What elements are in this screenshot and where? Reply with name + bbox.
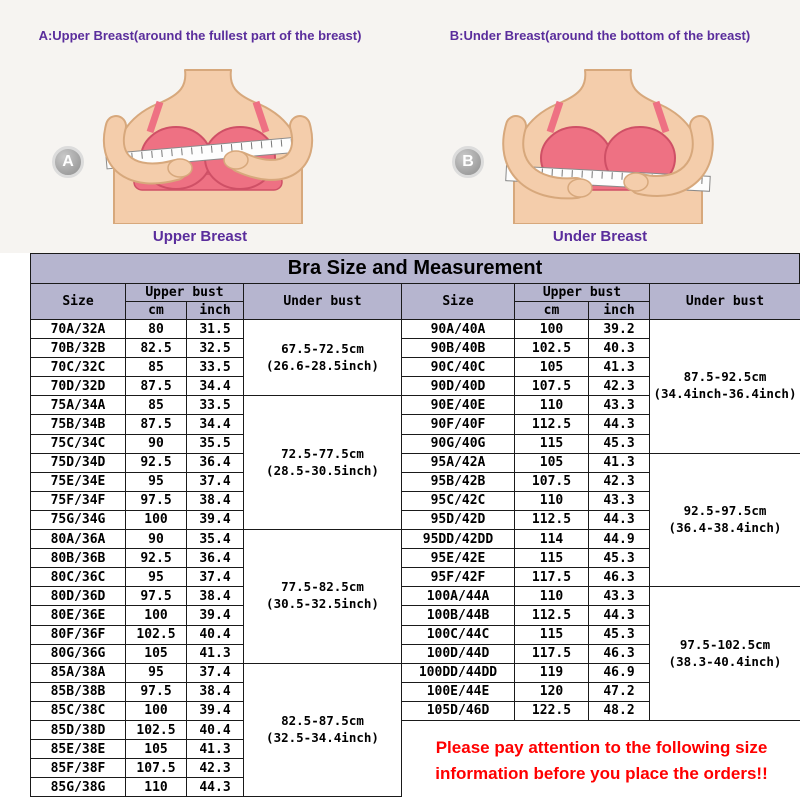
figure-hand	[624, 173, 648, 191]
under-bust-range: 82.5-87.5cm (32.5-34.4inch)	[244, 663, 402, 797]
figure-hand	[568, 179, 592, 197]
table-row	[31, 320, 402, 339]
figure-hand	[224, 151, 248, 169]
inch-cell: 35.5	[187, 434, 244, 453]
cm-cell: 110	[515, 396, 589, 415]
order-warning-text: Please pay attention to the following size information before you place the orders!!	[435, 738, 768, 783]
size-cell: 85G/38G	[31, 778, 126, 797]
size-cell: 75B/34B	[31, 415, 126, 434]
header-cm: cm	[515, 302, 589, 320]
cm-cell: 87.5	[126, 415, 187, 434]
inch-cell: 36.4	[187, 549, 244, 568]
inch-cell: 37.4	[187, 663, 244, 682]
table-row	[31, 663, 402, 682]
figure-hand	[168, 159, 192, 177]
inch-cell: 39.4	[187, 510, 244, 529]
size-cell: 85B/38B	[31, 682, 126, 701]
cm-cell: 112.5	[515, 510, 589, 529]
cm-cell: 85	[126, 396, 187, 415]
inch-cell: 40.4	[187, 625, 244, 644]
inch-cell: 41.3	[589, 358, 650, 377]
size-cell: 100DD/44DD	[402, 663, 515, 682]
inch-cell: 46.3	[589, 644, 650, 663]
cm-cell: 97.5	[126, 682, 187, 701]
cm-cell: 95	[126, 663, 187, 682]
table-title: Bra Size and Measurement	[30, 253, 800, 283]
cm-cell: 107.5	[515, 377, 589, 396]
under-bust-range: 92.5-97.5cm (36.4-38.4inch)	[650, 453, 800, 587]
inch-cell: 34.4	[187, 377, 244, 396]
cm-cell: 90	[126, 434, 187, 453]
measuring-upper-breast-illustration	[88, 66, 328, 224]
size-cell: 95DD/42DD	[402, 530, 515, 549]
inch-cell: 39.2	[589, 320, 650, 339]
inch-cell: 38.4	[187, 587, 244, 606]
cm-cell: 100	[126, 701, 187, 720]
under-bust-range: 72.5-77.5cm (28.5-30.5inch)	[244, 396, 402, 530]
cm-cell: 105	[515, 358, 589, 377]
illustration-panel-under-breast	[400, 0, 800, 253]
size-cell: 95A/42A	[402, 453, 515, 472]
inch-cell: 46.9	[589, 663, 650, 682]
header-size: Size	[31, 284, 126, 320]
header-under-bust: Under bust	[650, 284, 800, 320]
size-cell: 75D/34D	[31, 453, 126, 472]
cm-cell: 110	[515, 587, 589, 606]
size-cell: 70A/32A	[31, 320, 126, 339]
inch-cell: 44.3	[187, 778, 244, 797]
cm-cell: 92.5	[126, 453, 187, 472]
cm-cell: 112.5	[515, 606, 589, 625]
size-cell: 85C/38C	[31, 701, 126, 720]
cm-cell: 119	[515, 663, 589, 682]
size-cell: 90D/40D	[402, 377, 515, 396]
size-cell: 75C/34C	[31, 434, 126, 453]
size-cell: 85A/38A	[31, 663, 126, 682]
cm-cell: 85	[126, 358, 187, 377]
cm-cell: 114	[515, 530, 589, 549]
size-table-left	[30, 283, 402, 797]
cm-cell: 100	[126, 510, 187, 529]
header-cm: cm	[126, 302, 187, 320]
measuring-under-breast-illustration	[488, 66, 728, 224]
size-cell: 75F/34F	[31, 491, 126, 510]
size-cell: 95E/42E	[402, 549, 515, 568]
size-cell: 80A/36A	[31, 530, 126, 549]
cm-cell: 107.5	[126, 759, 187, 778]
size-cell: 70D/32D	[31, 377, 126, 396]
size-cell: 90C/40C	[402, 358, 515, 377]
cm-cell: 117.5	[515, 568, 589, 587]
cm-cell: 115	[515, 434, 589, 453]
table-row	[31, 396, 402, 415]
cm-cell: 97.5	[126, 491, 187, 510]
cm-cell: 105	[515, 453, 589, 472]
cm-cell: 115	[515, 625, 589, 644]
inch-cell: 44.3	[589, 606, 650, 625]
under-breast-caption: B:Under Breast(around the bottom of the breast)	[449, 28, 751, 43]
inch-cell: 43.3	[589, 491, 650, 510]
inch-cell: 46.3	[589, 568, 650, 587]
cm-cell: 92.5	[126, 549, 187, 568]
size-cell: 90F/40F	[402, 415, 515, 434]
under-bust-range: 67.5-72.5cm (26.6-28.5inch)	[244, 320, 402, 396]
inch-cell: 31.5	[187, 320, 244, 339]
inch-cell: 43.3	[589, 587, 650, 606]
size-cell: 80G/36G	[31, 644, 126, 663]
size-cell: 95F/42F	[402, 568, 515, 587]
cm-cell: 97.5	[126, 587, 187, 606]
inch-cell: 38.4	[187, 491, 244, 510]
size-cell: 100B/44B	[402, 606, 515, 625]
size-cell: 80F/36F	[31, 625, 126, 644]
inch-cell: 38.4	[187, 682, 244, 701]
size-cell: 80C/36C	[31, 568, 126, 587]
size-cell: 90E/40E	[402, 396, 515, 415]
size-cell: 90A/40A	[402, 320, 515, 339]
size-cell: 100E/44E	[402, 682, 515, 701]
table-row	[402, 320, 800, 339]
size-cell: 70C/32C	[31, 358, 126, 377]
size-cell: 85F/38F	[31, 759, 126, 778]
size-cell: 70B/32B	[31, 339, 126, 358]
inch-cell: 33.5	[187, 358, 244, 377]
illustration-section	[0, 0, 800, 253]
inch-cell: 44.3	[589, 510, 650, 529]
inch-cell: 39.4	[187, 701, 244, 720]
cm-cell: 112.5	[515, 415, 589, 434]
cm-cell: 107.5	[515, 472, 589, 491]
size-table-right	[401, 283, 800, 721]
size-cell: 90B/40B	[402, 339, 515, 358]
inch-cell: 44.9	[589, 530, 650, 549]
cm-cell: 115	[515, 549, 589, 568]
illustration-panel-upper-breast	[0, 0, 400, 253]
size-cell: 85E/38E	[31, 740, 126, 759]
size-cell: 80D/36D	[31, 587, 126, 606]
upper-breast-caption: A:Upper Breast(around the fullest part of the breast)	[38, 28, 362, 43]
size-table-section	[30, 253, 800, 800]
under-bust-range: 87.5-92.5cm (34.4inch-36.4inch)	[650, 320, 800, 454]
header-size: Size	[402, 284, 515, 320]
header-inch: inch	[187, 302, 244, 320]
cm-cell: 82.5	[126, 339, 187, 358]
cm-cell: 122.5	[515, 701, 589, 720]
inch-cell: 48.2	[589, 701, 650, 720]
cm-cell: 105	[126, 740, 187, 759]
table-row	[402, 587, 800, 606]
inch-cell: 47.2	[589, 682, 650, 701]
inch-cell: 41.3	[187, 740, 244, 759]
table-row	[402, 453, 800, 472]
under-breast-label: Under Breast	[552, 228, 648, 245]
inch-cell: 41.3	[589, 453, 650, 472]
header-under-bust: Under bust	[244, 284, 402, 320]
cm-cell: 100	[126, 606, 187, 625]
size-cell: 95D/42D	[402, 510, 515, 529]
inch-cell: 43.3	[589, 396, 650, 415]
cm-cell: 102.5	[126, 720, 187, 739]
inch-cell: 33.5	[187, 396, 244, 415]
cm-cell: 102.5	[515, 339, 589, 358]
cm-cell: 80	[126, 320, 187, 339]
inch-cell: 45.3	[589, 434, 650, 453]
cm-cell: 90	[126, 530, 187, 549]
size-cell: 80B/36B	[31, 549, 126, 568]
cm-cell: 117.5	[515, 644, 589, 663]
size-cell: 90G/40G	[402, 434, 515, 453]
cm-cell: 110	[515, 491, 589, 510]
under-bust-range: 97.5-102.5cm (38.3-40.4inch)	[650, 587, 800, 721]
upper-breast-label: Upper Breast	[152, 228, 248, 245]
cm-cell: 87.5	[126, 377, 187, 396]
size-cell: 80E/36E	[31, 606, 126, 625]
inch-cell: 36.4	[187, 453, 244, 472]
inch-cell: 40.3	[589, 339, 650, 358]
inch-cell: 37.4	[187, 472, 244, 491]
size-cell: 85D/38D	[31, 720, 126, 739]
cm-cell: 105	[126, 644, 187, 663]
inch-cell: 35.4	[187, 530, 244, 549]
inch-cell: 39.4	[187, 606, 244, 625]
badge-a: A	[52, 146, 84, 178]
inch-cell: 45.3	[589, 625, 650, 644]
under-bust-range: 77.5-82.5cm (30.5-32.5inch)	[244, 530, 402, 664]
inch-cell: 42.3	[589, 377, 650, 396]
header-inch: inch	[589, 302, 650, 320]
inch-cell: 41.3	[187, 644, 244, 663]
size-cell: 100C/44C	[402, 625, 515, 644]
inch-cell: 34.4	[187, 415, 244, 434]
size-cell: 75A/34A	[31, 396, 126, 415]
cm-cell: 95	[126, 568, 187, 587]
inch-cell: 37.4	[187, 568, 244, 587]
size-cell: 95B/42B	[402, 472, 515, 491]
badge-b: B	[452, 146, 484, 178]
size-cell: 95C/42C	[402, 491, 515, 510]
cm-cell: 110	[126, 778, 187, 797]
header-upper-bust: Upper bust	[515, 284, 650, 302]
inch-cell: 42.3	[589, 472, 650, 491]
cm-cell: 95	[126, 472, 187, 491]
inch-cell: 40.4	[187, 720, 244, 739]
size-cell: 100A/44A	[402, 587, 515, 606]
cm-cell: 100	[515, 320, 589, 339]
size-cell: 75G/34G	[31, 510, 126, 529]
size-cell: 75E/34E	[31, 472, 126, 491]
inch-cell: 45.3	[589, 549, 650, 568]
cm-cell: 102.5	[126, 625, 187, 644]
size-cell: 100D/44D	[402, 644, 515, 663]
inch-cell: 44.3	[589, 415, 650, 434]
size-cell: 105D/46D	[402, 701, 515, 720]
header-upper-bust: Upper bust	[126, 284, 244, 302]
inch-cell: 42.3	[187, 759, 244, 778]
inch-cell: 32.5	[187, 339, 244, 358]
cm-cell: 120	[515, 682, 589, 701]
table-row	[31, 530, 402, 549]
